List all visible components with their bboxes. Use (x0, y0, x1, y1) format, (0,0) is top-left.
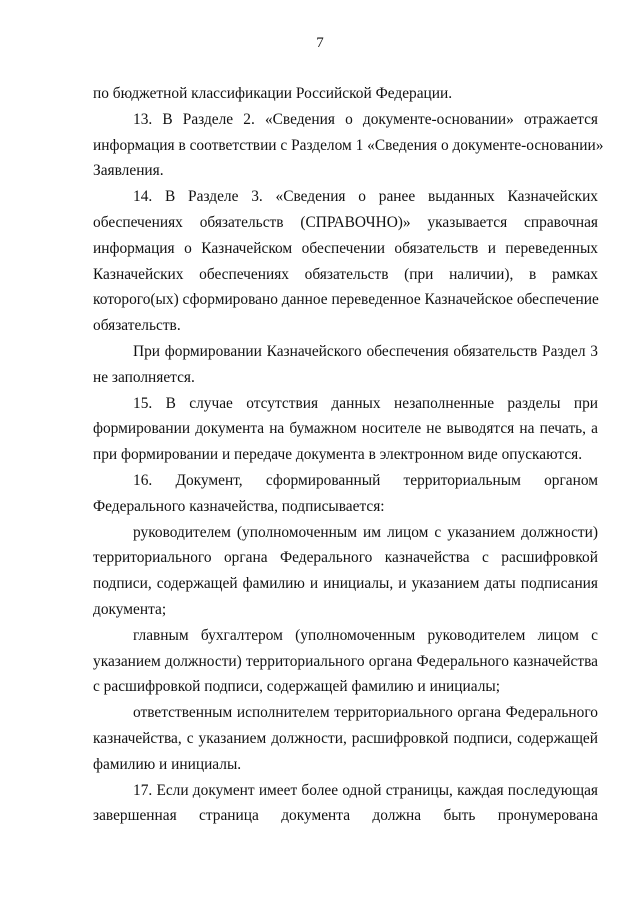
text-line: подписи, содержащей фамилию и инициалы, и указанием даты подписания (93, 575, 598, 593)
text-line: Заявления. (93, 162, 164, 180)
text-line: Казначейских обеспечениях обязательств (при наличии), в рамках (93, 265, 598, 283)
text-line: информация в соответствии с Разделом 1 «Сведения о документе-основании» (93, 136, 604, 154)
text-line: обязательств. (93, 317, 181, 335)
document-body (93, 81, 604, 829)
text-line: завершенная страница документа должна быть пронумерована (93, 807, 598, 825)
text-line: информация о Казначейском обеспечении обязательств и переведенных (93, 239, 598, 257)
text-line: фамилию и инициалы. (93, 755, 242, 773)
text-line: руководителем (уполномоченным им лицом с указанием должности) (133, 523, 598, 541)
text-line: казначейства, с указанием должности, расшифровкой подписи, содержащей (93, 729, 598, 747)
text-line: главным бухгалтером (уполномоченным руководителем лицом с (133, 626, 598, 644)
text-line: с расшифровкой подписи, содержащей фамилию и инициалы; (93, 678, 501, 696)
text-line: ответственным исполнителем территориального органа Федерального (133, 704, 598, 722)
text-line: не заполняется. (93, 368, 195, 386)
text-line: обеспечениях обязательств (СПРАВОЧНО)» указывается справочная (93, 213, 598, 231)
text-line: указанием должности) территориального органа Федерального казначейства (93, 652, 598, 670)
text-line: территориального органа Федерального казначейства с расшифровкой (93, 549, 598, 567)
text-line: формировании документа на бумажном носителе не выводятся на печать, а (93, 420, 598, 438)
text-line: 15. В случае отсутствия данных незаполненные разделы при (133, 394, 598, 412)
text-line: 13. В Разделе 2. «Сведения о документе-основании» отражается (133, 110, 598, 128)
text-line: по бюджетной классификации Российской Федерации. (93, 85, 453, 102)
page-number: 7 (316, 35, 324, 51)
text-line: Федерального казначейства, подписывается: (93, 497, 385, 515)
text-line: 16. Документ, сформированный территориальным органом (133, 471, 598, 489)
text-line: документа; (93, 600, 167, 618)
text-line: 14. В Разделе 3. «Сведения о ранее выданных Казначейских (133, 188, 598, 206)
text-line: 17. Если документ имеет более одной страницы, каждая последующая (133, 781, 598, 799)
text-line: При формировании Казначейского обеспечения обязательств Раздел 3 (133, 342, 598, 360)
text-line: при формировании и передаче документа в электронном виде опускаются. (93, 446, 583, 464)
text-line: которого(ых) сформировано данное переведенное Казначейское обеспечение (93, 291, 599, 309)
